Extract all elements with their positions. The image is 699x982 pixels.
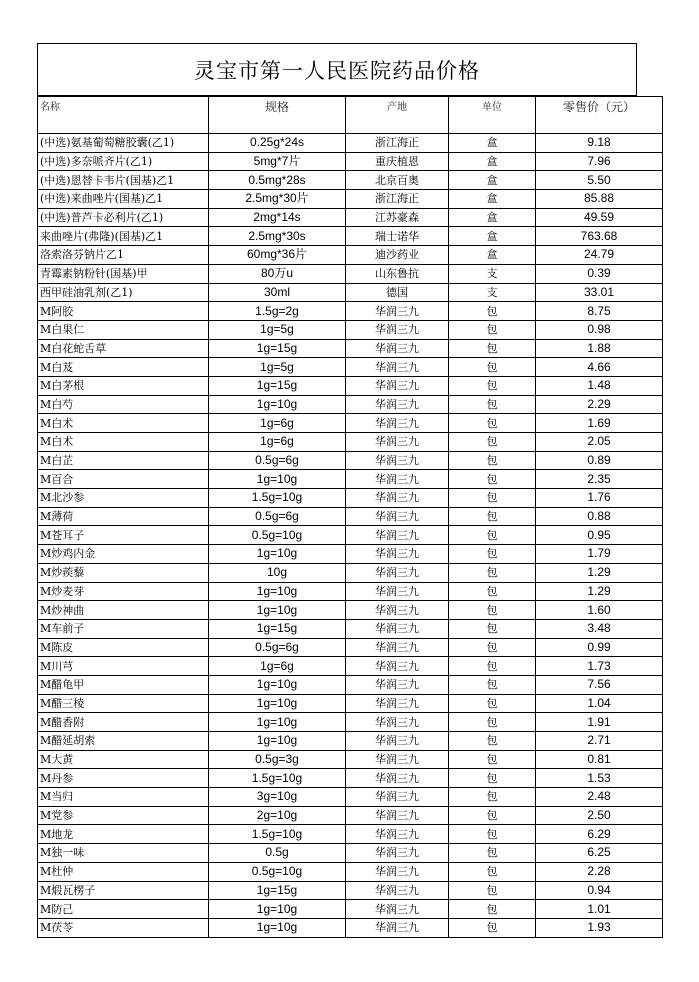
cell-origin: 华润三九 xyxy=(346,619,449,638)
table-row xyxy=(38,302,663,321)
cell-spec: 1g=10g xyxy=(209,601,346,620)
table-row xyxy=(38,769,663,788)
table-row xyxy=(38,806,663,825)
cell-origin: 华润三九 xyxy=(346,788,449,807)
table-row xyxy=(38,433,663,452)
cell-spec: 60mg*36片 xyxy=(209,246,346,265)
cell-unit: 包 xyxy=(449,881,536,900)
cell-price: 6.29 xyxy=(536,825,663,844)
cell-unit: 包 xyxy=(449,507,536,526)
cell-spec: 1g=15g xyxy=(209,619,346,638)
header-name: 名称 xyxy=(38,97,209,134)
cell-name: M茯苓 xyxy=(38,918,209,937)
cell-spec: 1.5g=2g xyxy=(209,302,346,321)
cell-origin: 华润三九 xyxy=(346,339,449,358)
cell-unit: 包 xyxy=(449,732,536,751)
cell-unit: 包 xyxy=(449,713,536,732)
cell-unit: 支 xyxy=(449,283,536,302)
table-row xyxy=(38,918,663,937)
cell-unit: 包 xyxy=(449,900,536,919)
cell-price: 3.48 xyxy=(536,619,663,638)
cell-origin: 华润三九 xyxy=(346,320,449,339)
cell-name: M白茅根 xyxy=(38,376,209,395)
cell-name: M醋香附 xyxy=(38,713,209,732)
cell-price: 763.68 xyxy=(536,227,663,246)
cell-name: M炒蒺藜 xyxy=(38,563,209,582)
cell-unit: 包 xyxy=(449,657,536,676)
cell-price: 5.50 xyxy=(536,171,663,190)
cell-name: (中选)多奈哌齐片(乙1) xyxy=(38,152,209,171)
table-row xyxy=(38,732,663,751)
cell-spec: 1g=5g xyxy=(209,358,346,377)
cell-unit: 包 xyxy=(449,806,536,825)
cell-origin: 华润三九 xyxy=(346,713,449,732)
cell-spec: 1g=15g xyxy=(209,339,346,358)
cell-unit: 包 xyxy=(449,862,536,881)
cell-origin: 华润三九 xyxy=(346,918,449,937)
table-row xyxy=(38,358,663,377)
table-row xyxy=(38,844,663,863)
table-row xyxy=(38,825,663,844)
cell-name: 青霉素钠粉针(国基)甲 xyxy=(38,264,209,283)
cell-unit: 包 xyxy=(449,788,536,807)
cell-name: (中选)氨基葡萄糖胶囊(乙1) xyxy=(38,134,209,153)
cell-price: 2.71 xyxy=(536,732,663,751)
cell-price: 85.88 xyxy=(536,190,663,209)
cell-spec: 1g=10g xyxy=(209,732,346,751)
cell-name: M川芎 xyxy=(38,657,209,676)
cell-name: M车前子 xyxy=(38,619,209,638)
cell-unit: 包 xyxy=(449,563,536,582)
cell-origin: 华润三九 xyxy=(346,900,449,919)
cell-name: M薄荷 xyxy=(38,507,209,526)
cell-unit: 包 xyxy=(449,433,536,452)
table-row xyxy=(38,582,663,601)
cell-unit: 包 xyxy=(449,470,536,489)
cell-unit: 包 xyxy=(449,302,536,321)
table-row xyxy=(38,208,663,227)
table-row xyxy=(38,264,663,283)
cell-origin: 华润三九 xyxy=(346,489,449,508)
table-row xyxy=(38,283,663,302)
table-row xyxy=(38,134,663,153)
cell-origin: 华润三九 xyxy=(346,825,449,844)
cell-price: 1.91 xyxy=(536,713,663,732)
cell-spec: 1g=6g xyxy=(209,433,346,452)
cell-origin: 华润三九 xyxy=(346,601,449,620)
cell-spec: 3g=10g xyxy=(209,788,346,807)
cell-name: M白芍 xyxy=(38,395,209,414)
cell-price: 8.75 xyxy=(536,302,663,321)
cell-spec: 0.5g=6g xyxy=(209,451,346,470)
cell-unit: 盒 xyxy=(449,208,536,227)
cell-unit: 盒 xyxy=(449,246,536,265)
cell-price: 1.93 xyxy=(536,918,663,937)
cell-spec: 1.5g=10g xyxy=(209,825,346,844)
cell-spec: 1g=10g xyxy=(209,582,346,601)
table-body xyxy=(38,134,663,938)
cell-price: 1.01 xyxy=(536,900,663,919)
cell-spec: 1g=10g xyxy=(209,470,346,489)
cell-name: M醋龟甲 xyxy=(38,675,209,694)
cell-spec: 1g=6g xyxy=(209,414,346,433)
cell-unit: 包 xyxy=(449,750,536,769)
cell-name: M百合 xyxy=(38,470,209,489)
cell-spec: 1g=10g xyxy=(209,675,346,694)
cell-unit: 包 xyxy=(449,320,536,339)
cell-origin: 华润三九 xyxy=(346,433,449,452)
cell-name: M炒麦芽 xyxy=(38,582,209,601)
cell-name: (中选)来曲唑片(国基)乙1 xyxy=(38,190,209,209)
cell-price: 2.35 xyxy=(536,470,663,489)
table-row xyxy=(38,619,663,638)
cell-spec: 0.5g=6g xyxy=(209,638,346,657)
cell-origin: 重庆植恩 xyxy=(346,152,449,171)
cell-unit: 包 xyxy=(449,638,536,657)
cell-unit: 盒 xyxy=(449,171,536,190)
cell-origin: 华润三九 xyxy=(346,470,449,489)
table-row xyxy=(38,694,663,713)
table-row xyxy=(38,470,663,489)
cell-price: 1.29 xyxy=(536,563,663,582)
cell-name: M大黄 xyxy=(38,750,209,769)
cell-origin: 华润三九 xyxy=(346,451,449,470)
cell-unit: 盒 xyxy=(449,134,536,153)
cell-name: M党参 xyxy=(38,806,209,825)
cell-price: 2.29 xyxy=(536,395,663,414)
table-row xyxy=(38,563,663,582)
cell-price: 0.88 xyxy=(536,507,663,526)
cell-origin: 迪沙药业 xyxy=(346,246,449,265)
cell-price: 0.81 xyxy=(536,750,663,769)
cell-origin: 江苏豪森 xyxy=(346,208,449,227)
table-row xyxy=(38,171,663,190)
cell-spec: 0.5mg*28s xyxy=(209,171,346,190)
cell-spec: 0.5g=10g xyxy=(209,862,346,881)
cell-name: M丹参 xyxy=(38,769,209,788)
cell-spec: 2g=10g xyxy=(209,806,346,825)
cell-spec: 2.5mg*30片 xyxy=(209,190,346,209)
cell-price: 7.56 xyxy=(536,675,663,694)
header-origin: 产地 xyxy=(346,97,449,134)
cell-origin: 华润三九 xyxy=(346,526,449,545)
table-row xyxy=(38,507,663,526)
cell-origin: 华润三九 xyxy=(346,395,449,414)
table-row xyxy=(38,320,663,339)
table-row xyxy=(38,713,663,732)
table-row xyxy=(38,246,663,265)
cell-name: M陈皮 xyxy=(38,638,209,657)
table-row xyxy=(38,489,663,508)
cell-unit: 包 xyxy=(449,601,536,620)
cell-spec: 1g=10g xyxy=(209,900,346,919)
cell-unit: 包 xyxy=(449,489,536,508)
cell-name: M地龙 xyxy=(38,825,209,844)
cell-origin: 华润三九 xyxy=(346,507,449,526)
cell-origin: 华润三九 xyxy=(346,563,449,582)
cell-unit: 盒 xyxy=(449,152,536,171)
page-title: 灵宝市第一人民医院药品价格 xyxy=(37,43,637,96)
cell-name: M煅瓦楞子 xyxy=(38,881,209,900)
cell-price: 9.18 xyxy=(536,134,663,153)
cell-price: 2.48 xyxy=(536,788,663,807)
cell-unit: 包 xyxy=(449,769,536,788)
cell-spec: 1g=10g xyxy=(209,694,346,713)
cell-price: 2.05 xyxy=(536,433,663,452)
cell-origin: 德国 xyxy=(346,283,449,302)
table-row xyxy=(38,862,663,881)
cell-spec: 1.5g=10g xyxy=(209,489,346,508)
table-row xyxy=(38,545,663,564)
cell-price: 1.79 xyxy=(536,545,663,564)
cell-price: 1.88 xyxy=(536,339,663,358)
cell-name: M醋三棱 xyxy=(38,694,209,713)
cell-spec: 0.5g=6g xyxy=(209,507,346,526)
table-row xyxy=(38,190,663,209)
cell-origin: 华润三九 xyxy=(346,376,449,395)
cell-unit: 包 xyxy=(449,358,536,377)
cell-price: 0.39 xyxy=(536,264,663,283)
table-row xyxy=(38,451,663,470)
cell-price: 4.66 xyxy=(536,358,663,377)
cell-spec: 0.5g=10g xyxy=(209,526,346,545)
cell-unit: 包 xyxy=(449,526,536,545)
cell-price: 24.79 xyxy=(536,246,663,265)
cell-spec: 2.5mg*30s xyxy=(209,227,346,246)
cell-origin: 华润三九 xyxy=(346,732,449,751)
table-row xyxy=(38,227,663,246)
cell-spec: 2mg*14s xyxy=(209,208,346,227)
cell-spec: 1g=10g xyxy=(209,395,346,414)
cell-unit: 包 xyxy=(449,619,536,638)
table-row xyxy=(38,339,663,358)
cell-price: 0.89 xyxy=(536,451,663,470)
cell-origin: 华润三九 xyxy=(346,414,449,433)
cell-spec: 1.5g=10g xyxy=(209,769,346,788)
cell-price: 1.04 xyxy=(536,694,663,713)
cell-origin: 华润三九 xyxy=(346,638,449,657)
cell-spec: 1g=10g xyxy=(209,713,346,732)
cell-name: (中选)普芦卡必利片(乙1) xyxy=(38,208,209,227)
table-row xyxy=(38,152,663,171)
table-row xyxy=(38,526,663,545)
table-row xyxy=(38,395,663,414)
cell-origin: 华润三九 xyxy=(346,675,449,694)
cell-origin: 华润三九 xyxy=(346,862,449,881)
cell-origin: 瑞士诺华 xyxy=(346,227,449,246)
table-row xyxy=(38,601,663,620)
cell-spec: 1g=5g xyxy=(209,320,346,339)
cell-name: M白芷 xyxy=(38,451,209,470)
cell-origin: 华润三九 xyxy=(346,582,449,601)
cell-price: 49.59 xyxy=(536,208,663,227)
cell-name: M白花蛇舌草 xyxy=(38,339,209,358)
cell-origin: 北京百奥 xyxy=(346,171,449,190)
cell-name: M白术 xyxy=(38,433,209,452)
cell-name: M独一味 xyxy=(38,844,209,863)
cell-origin: 华润三九 xyxy=(346,844,449,863)
header-price: 零售价（元） xyxy=(536,97,663,134)
cell-name: M炒鸡内金 xyxy=(38,545,209,564)
cell-spec: 1g=10g xyxy=(209,545,346,564)
cell-spec: 1g=10g xyxy=(209,918,346,937)
cell-origin: 华润三九 xyxy=(346,358,449,377)
cell-price: 2.50 xyxy=(536,806,663,825)
table-row xyxy=(38,881,663,900)
cell-price: 7.96 xyxy=(536,152,663,171)
cell-name: M苍耳子 xyxy=(38,526,209,545)
price-table xyxy=(37,96,663,938)
cell-spec: 1g=15g xyxy=(209,376,346,395)
cell-unit: 盒 xyxy=(449,227,536,246)
cell-origin: 华润三九 xyxy=(346,881,449,900)
cell-spec: 0.5g xyxy=(209,844,346,863)
cell-unit: 包 xyxy=(449,694,536,713)
cell-spec: 30ml xyxy=(209,283,346,302)
cell-price: 6.25 xyxy=(536,844,663,863)
cell-price: 1.29 xyxy=(536,582,663,601)
cell-name: M白果仁 xyxy=(38,320,209,339)
table-row xyxy=(38,750,663,769)
cell-unit: 包 xyxy=(449,545,536,564)
header-unit: 单位 xyxy=(449,97,536,134)
table-row xyxy=(38,900,663,919)
table-row xyxy=(38,376,663,395)
cell-name: M炒神曲 xyxy=(38,601,209,620)
cell-origin: 华润三九 xyxy=(346,694,449,713)
table-row xyxy=(38,657,663,676)
table-row xyxy=(38,675,663,694)
cell-unit: 支 xyxy=(449,264,536,283)
cell-price: 1.53 xyxy=(536,769,663,788)
cell-origin: 华润三九 xyxy=(346,545,449,564)
cell-origin: 浙江海正 xyxy=(346,134,449,153)
cell-price: 0.95 xyxy=(536,526,663,545)
cell-origin: 浙江海正 xyxy=(346,190,449,209)
cell-origin: 华润三九 xyxy=(346,806,449,825)
cell-origin: 山东鲁抗 xyxy=(346,264,449,283)
cell-unit: 包 xyxy=(449,825,536,844)
cell-price: 1.60 xyxy=(536,601,663,620)
cell-price: 33.01 xyxy=(536,283,663,302)
cell-name: M醋延胡索 xyxy=(38,732,209,751)
cell-price: 0.94 xyxy=(536,881,663,900)
cell-unit: 包 xyxy=(449,918,536,937)
cell-spec: 0.25g*24s xyxy=(209,134,346,153)
cell-unit: 包 xyxy=(449,339,536,358)
cell-unit: 盒 xyxy=(449,190,536,209)
cell-name: M防己 xyxy=(38,900,209,919)
table-row xyxy=(38,638,663,657)
cell-name: M白术 xyxy=(38,414,209,433)
cell-name: 西甲硅油乳剂(乙1) xyxy=(38,283,209,302)
cell-unit: 包 xyxy=(449,451,536,470)
cell-name: 来曲唑片(弗隆)(国基)乙1 xyxy=(38,227,209,246)
header-spec: 规格 xyxy=(209,97,346,134)
cell-spec: 10g xyxy=(209,563,346,582)
cell-name: M当归 xyxy=(38,788,209,807)
table-row xyxy=(38,414,663,433)
cell-unit: 包 xyxy=(449,844,536,863)
cell-price: 0.99 xyxy=(536,638,663,657)
cell-origin: 华润三九 xyxy=(346,769,449,788)
cell-name: M阿胶 xyxy=(38,302,209,321)
cell-spec: 80万u xyxy=(209,264,346,283)
cell-spec: 0.5g=3g xyxy=(209,750,346,769)
cell-spec: 5mg*7片 xyxy=(209,152,346,171)
cell-name: (中选)恩替卡韦片(国基)乙1 xyxy=(38,171,209,190)
cell-name: 洛索洛芬钠片乙1 xyxy=(38,246,209,265)
cell-price: 1.48 xyxy=(536,376,663,395)
cell-name: M北沙参 xyxy=(38,489,209,508)
cell-price: 2.28 xyxy=(536,862,663,881)
cell-price: 0.98 xyxy=(536,320,663,339)
cell-origin: 华润三九 xyxy=(346,302,449,321)
cell-name: M白芨 xyxy=(38,358,209,377)
cell-price: 1.76 xyxy=(536,489,663,508)
cell-spec: 1g=6g xyxy=(209,657,346,676)
cell-origin: 华润三九 xyxy=(346,657,449,676)
table-row xyxy=(38,788,663,807)
cell-price: 1.69 xyxy=(536,414,663,433)
header-row xyxy=(38,97,663,134)
cell-unit: 包 xyxy=(449,675,536,694)
cell-unit: 包 xyxy=(449,395,536,414)
cell-spec: 1g=15g xyxy=(209,881,346,900)
cell-unit: 包 xyxy=(449,414,536,433)
cell-origin: 华润三九 xyxy=(346,750,449,769)
price-sheet xyxy=(37,43,637,938)
cell-unit: 包 xyxy=(449,376,536,395)
cell-unit: 包 xyxy=(449,582,536,601)
cell-name: M杜仲 xyxy=(38,862,209,881)
cell-price: 1.73 xyxy=(536,657,663,676)
